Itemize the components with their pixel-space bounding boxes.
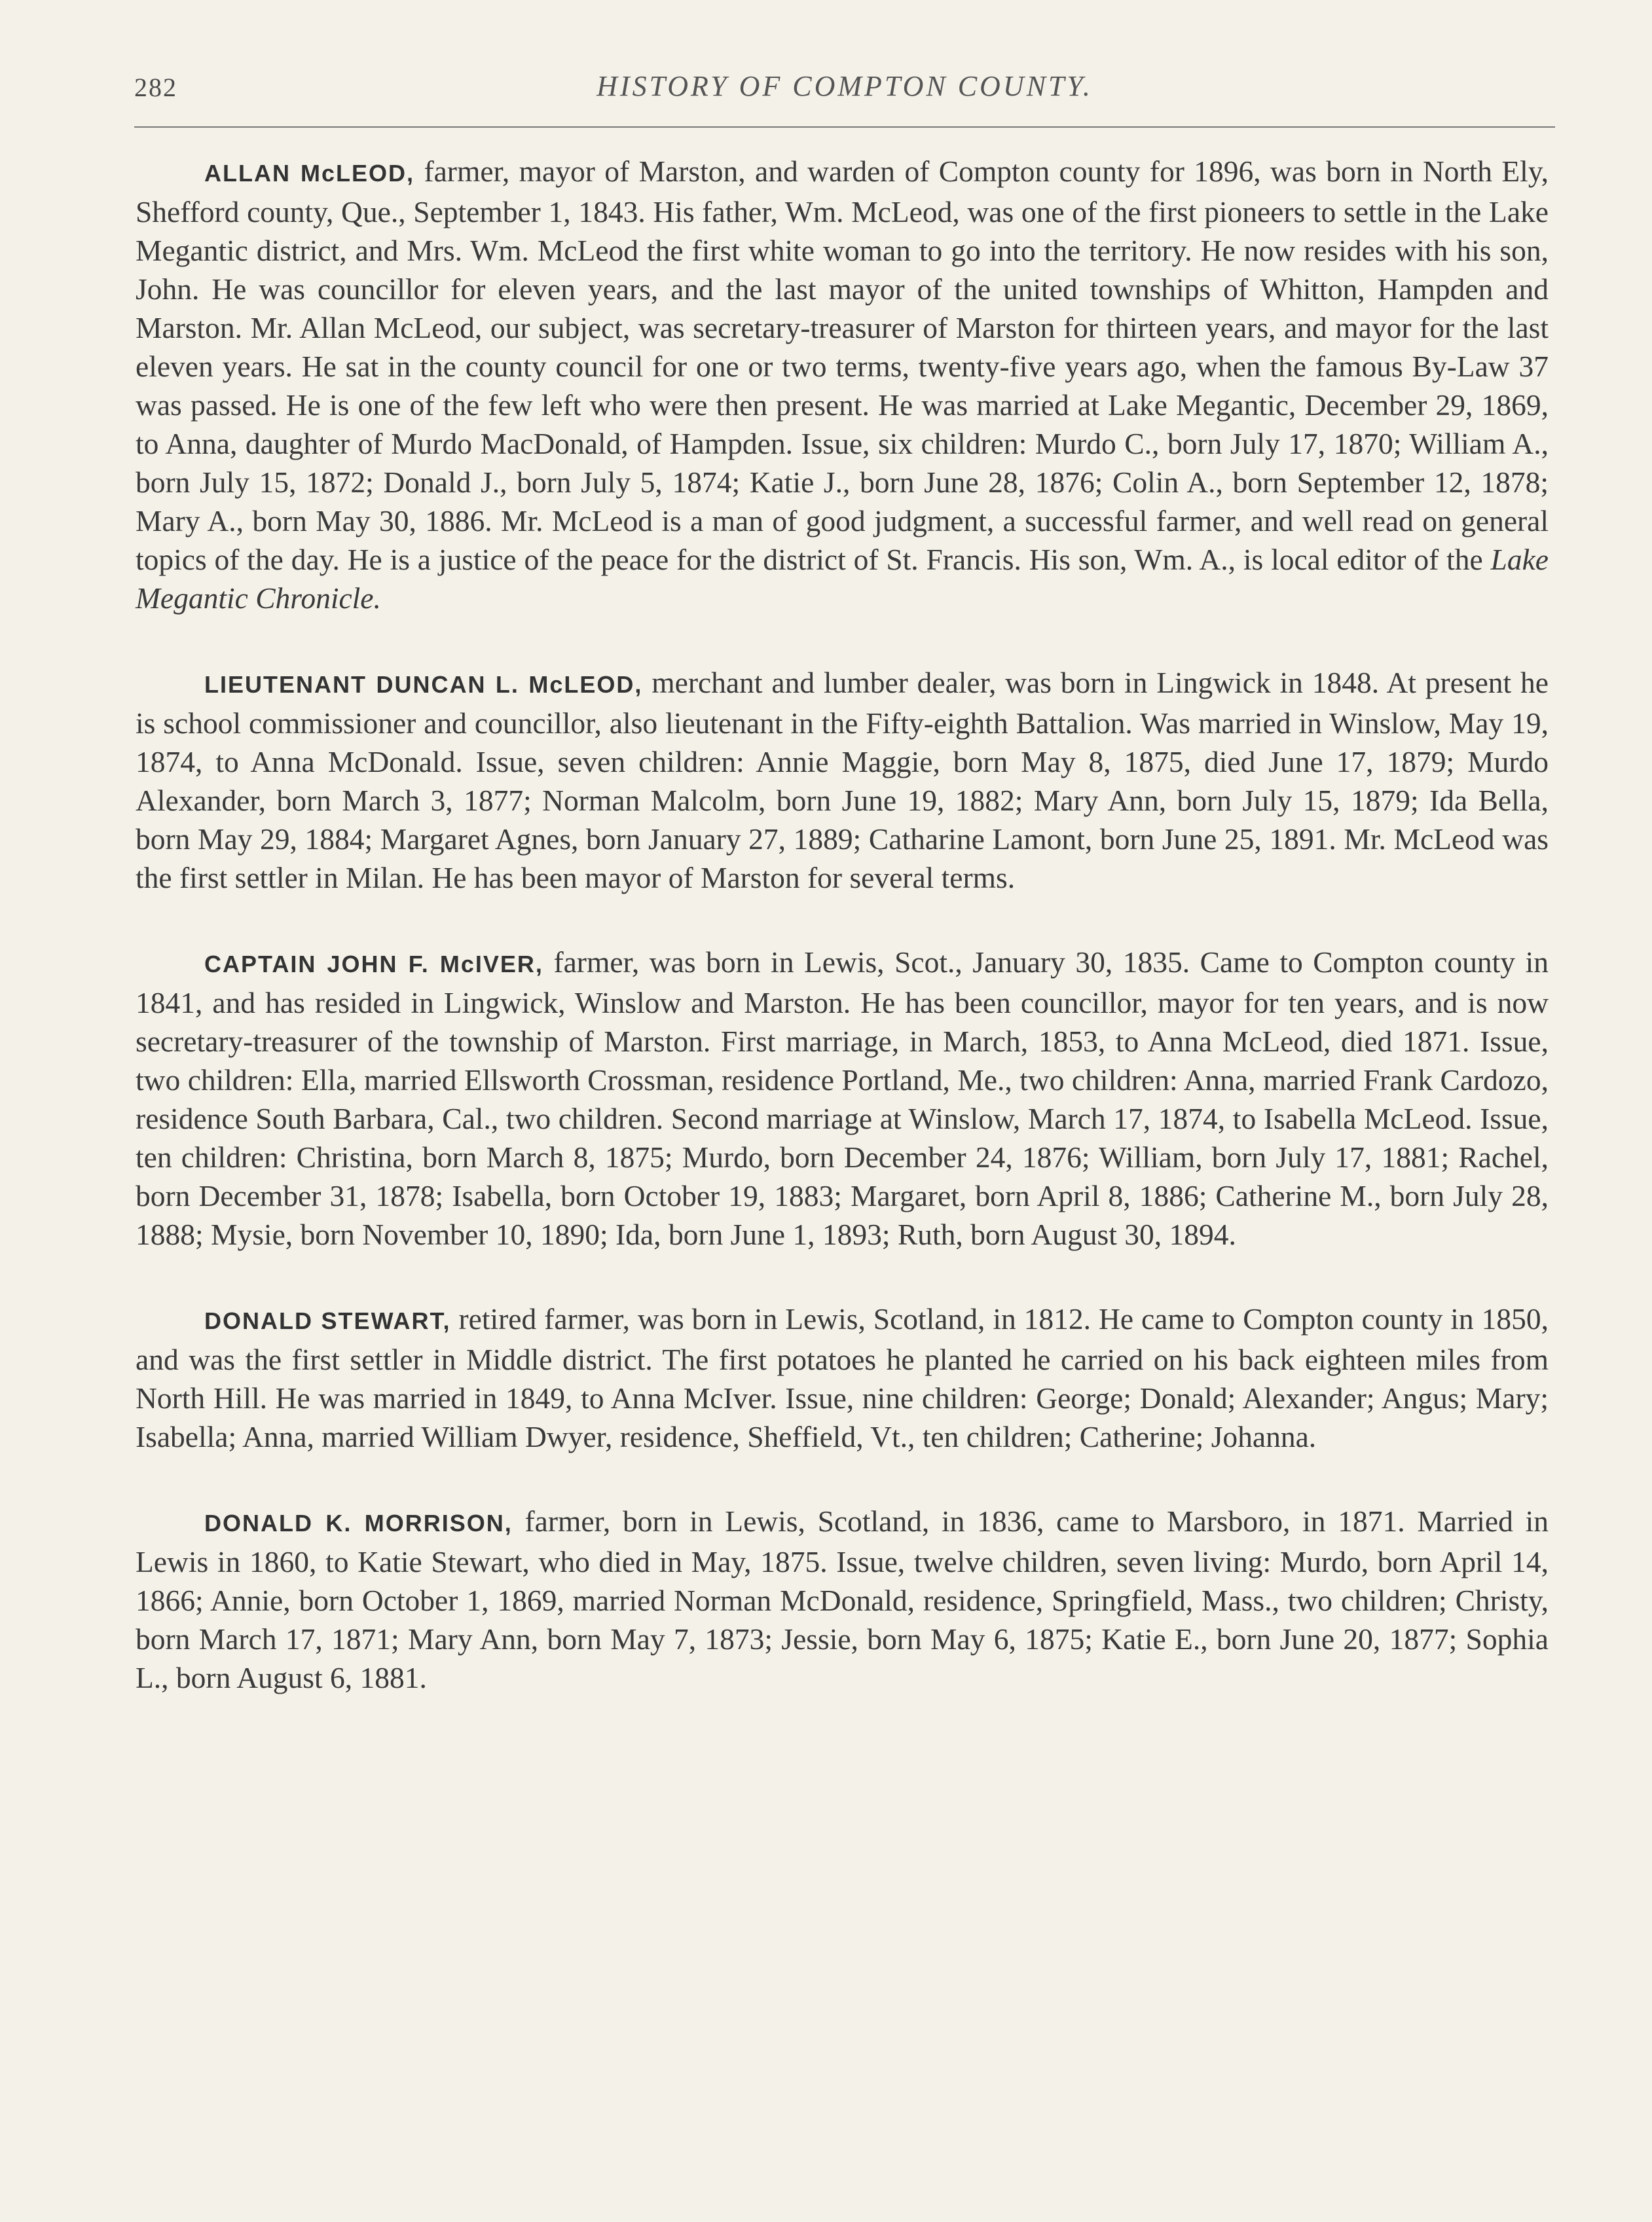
biography-entry-donald-morrison bbox=[136, 1502, 1549, 1697]
entry-name: CAPTAIN JOHN F. McIVER, bbox=[204, 951, 543, 977]
biography-entry-donald-stewart bbox=[136, 1300, 1549, 1456]
entry-text: retired farmer, was born in Lewis, Scotland, in 1812. He came to Compton county in 1850, and was the first settler in Middle district. The first potatoes he planted he carried on his back eighteen miles from North Hill. He was married in 1849, to Anna McIver. Issue, nine children: George; Donald; Alexander; Angus; Mary; Isabella; Anna, married William Dwyer, residence, Sheffield, Vt., ten children; Catherine; Johanna. bbox=[136, 1302, 1549, 1453]
entry-name: LIEUTENANT DUNCAN L. McLEOD, bbox=[204, 671, 643, 698]
biography-entry-allan-mcleod bbox=[136, 152, 1549, 617]
page-header bbox=[134, 65, 1555, 118]
page-content bbox=[136, 152, 1549, 1743]
entry-text: farmer, born in Lewis, Scotland, in 1836, came to Marsboro, in 1871. Married in Lewis in 1860, to Katie Stewart, who died in May, 1875. Issue, twelve children, seven living: Murdo, born April 14, 1866; Annie, born October 1, 1869, married Norman McDonald, residence, Springfield, Mass., two children; Christy, born March 17, 1871; Mary Ann, born May 7, 1873; Jessie, born May 6, 1875; Katie E., born June 20, 1877; Sophia L., born August 6, 1881. bbox=[136, 1504, 1549, 1694]
entry-name: ALLAN McLEOD, bbox=[204, 160, 415, 187]
header-rule bbox=[134, 126, 1555, 128]
entry-name: DONALD K. MORRISON, bbox=[204, 1510, 513, 1537]
entry-text: merchant and lumber dealer, was born in Lingwick in 1848. At present he is school commissioner and councillor, also lieutenant in the Fifty-eighth Battalion. Was married in Winslow, May 19, 1874, to Anna McDonald. Issue, seven children: Annie Maggie, born May 8, 1875, died June 17, 1879; Murdo Alexander, born March 3, 1877; Norman Malcolm, born June 19, 1882; Mary Ann, born July 15, 1879; Ida Bella, born May 29, 1884; Margaret Agnes, born January 27, 1889; Catharine Lamont, born June 25, 1891. Mr. McLeod was the first settler in Milan. He has been mayor of Marston for several terms. bbox=[136, 666, 1549, 894]
biography-entry-duncan-mcleod bbox=[136, 663, 1549, 897]
entry-text: farmer, was born in Lewis, Scot., January 30, 1835. Came to Compton county in 1841, and has resided in Lingwick, Winslow and Marston. He has been councillor, mayor for ten years, and is now secretary-treasurer of the township of Marston. First marriage, in March, 1853, to Anna McLeod, died 1871. Issue, two children: Ella, married Ellsworth Crossman, residence Portland, Me., two children: Anna, married Frank Cardozo, residence South Barbara, Cal., two children. Second marriage at Winslow, March 17, 1874, to Isabella McLeod. Issue, ten children: Christina, born March 8, 1875; Murdo, born December 24, 1876; William, born July 17, 1881; Rachel, born December 31, 1878; Isabella, born October 19, 1883; Margaret, born April 8, 1886; Catherine M., born July 28, 1888; Mysie, born November 10, 1890; Ida, born June 1, 1893; Ruth, born August 30, 1894. bbox=[136, 945, 1549, 1251]
biography-entry-john-mciver bbox=[136, 943, 1549, 1254]
entry-italic-title: Lake Megantic Chronicle. bbox=[136, 543, 1549, 615]
page-number: 282 bbox=[134, 73, 177, 102]
entry-text: farmer, mayor of Marston, and warden of Compton county for 1896, was born in North Ely, Shefford county, Que., September 1, 1843. His father, Wm. McLeod, was one of the first pioneers to settle in the Lake Megantic district, and Mrs. Wm. McLeod the first white woman to go into the territory. He now resides with his son, John. He was councillor for eleven years, and the last mayor of the united townships of Whitton, Hampden and Marston. Mr. Allan McLeod, our subject, was secretary-treasurer of Marston for thirteen years, and mayor for the last eleven years. He sat in the county council for one or two terms, twenty-five years ago, when the famous By-Law 37 was passed. He is one of the few left who were then present. He was married at Lake Megantic, December 29, 1869, to Anna, daughter of Murdo MacDonald, of Hampden. Issue, six children: Murdo C., born July 17, 1870; William A., born July 15, 1872; Donald J., born July 5, 1874; Katie J., born June 28, 1876; Colin A., born September 12, 1878; Mary A., born May 30, 1886. Mr. McLeod is a man of good judgment, a successful farmer, and well read on general topics of the day. He is a justice of the peace for the district of St. Francis. His son, Wm. A., is local editor of the bbox=[136, 155, 1549, 576]
running-title: HISTORY OF COMPTON COUNTY. bbox=[597, 70, 1093, 102]
entry-name: DONALD STEWART, bbox=[204, 1307, 451, 1334]
